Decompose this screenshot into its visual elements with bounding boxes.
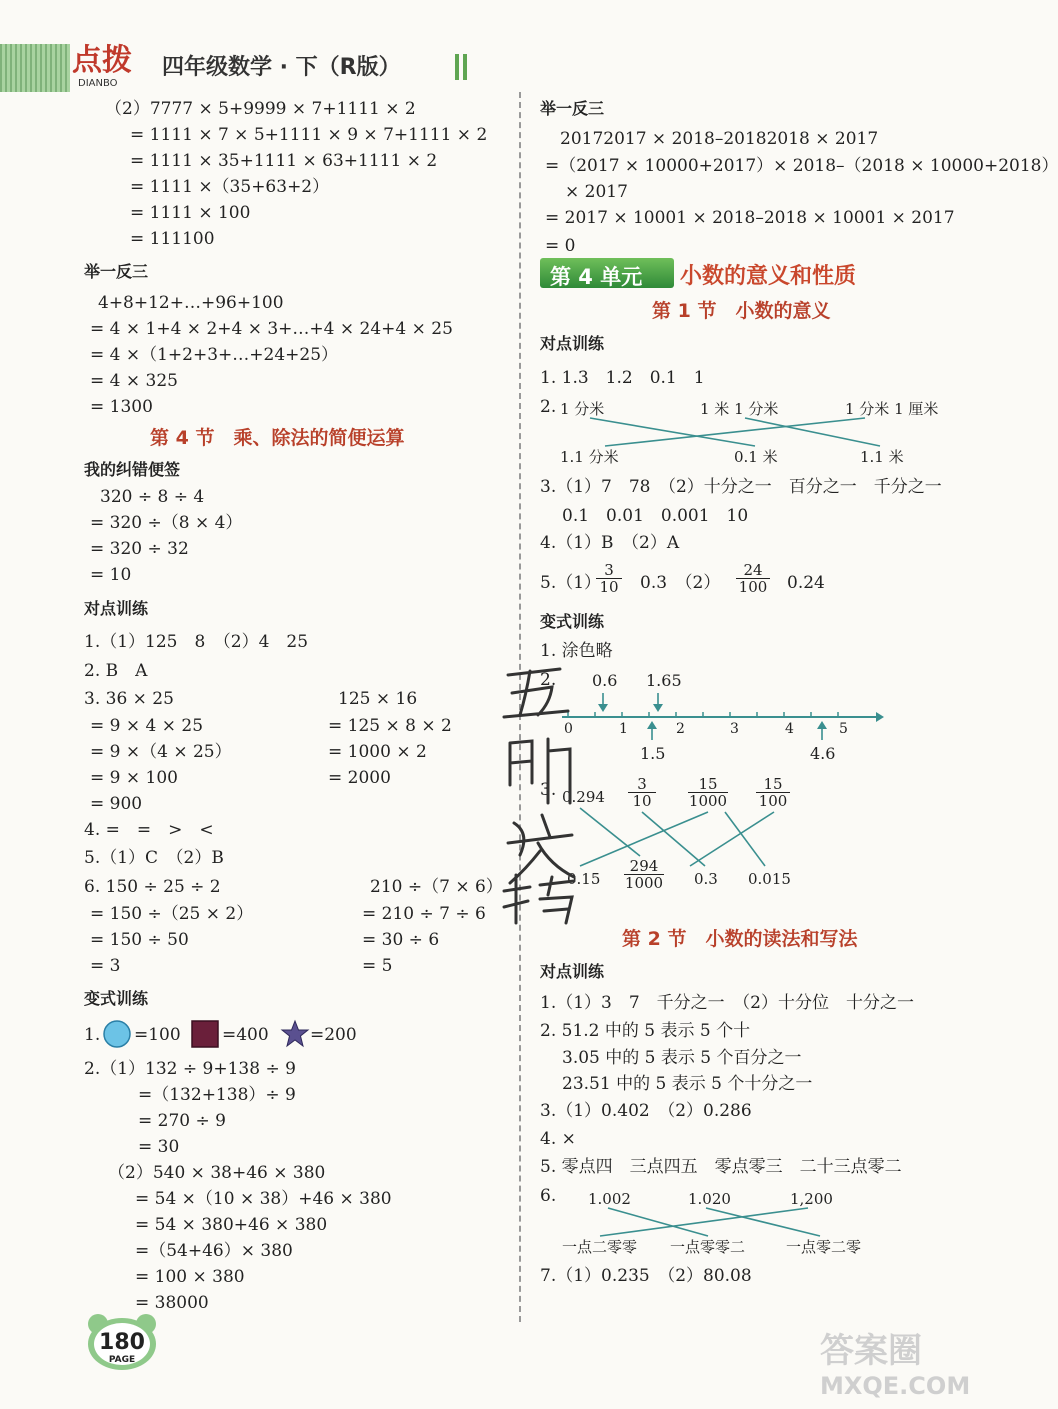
unit-title: 小数的意义和性质 bbox=[680, 264, 857, 289]
text-line: 6. bbox=[540, 1186, 557, 1206]
text-line: = 320 ÷ 32 bbox=[90, 539, 189, 559]
match-label: 1 分米 1 厘米 bbox=[845, 400, 939, 418]
section-heading: 第 2 节 小数的读法和写法 bbox=[622, 928, 858, 950]
text-line: 4. = = > < bbox=[84, 820, 214, 840]
match-label: 1.1 米 bbox=[860, 448, 904, 466]
fraction: $\frac{3}{10}$ bbox=[596, 562, 622, 595]
text-line: = 9 × 4 × 25 bbox=[90, 716, 204, 736]
page-number: 180 bbox=[99, 1330, 145, 1355]
text-line: =（54+46）× 380 bbox=[135, 1241, 293, 1261]
text-line: = 210 ÷ 7 ÷ 6 bbox=[362, 904, 486, 924]
match-label: 1 分米 bbox=[560, 400, 605, 418]
page-number-badge bbox=[86, 1312, 158, 1372]
text-line: 6. 150 ÷ 25 ÷ 2 bbox=[84, 877, 221, 897]
text-line: 4. × bbox=[540, 1129, 576, 1149]
match-label: 一点零二零 bbox=[786, 1238, 862, 1256]
subheading: 对点训练 bbox=[540, 962, 605, 981]
match-label: 1.002 bbox=[588, 1190, 631, 1208]
page-label: PAGE bbox=[108, 1355, 136, 1365]
text-line: = 150 ÷ 50 bbox=[90, 930, 189, 950]
subheading: 举一反三 bbox=[84, 262, 149, 281]
subheading: 我的纠错便签 bbox=[84, 460, 181, 479]
text-line: （2）7777 × 5+9999 × 7+1111 × 2 bbox=[105, 99, 416, 119]
tick-label: 2 bbox=[676, 721, 685, 737]
text-line: 2. bbox=[540, 397, 557, 417]
text-line: = 320 ÷（8 × 4） bbox=[90, 513, 243, 533]
numberline-label: 0.6 bbox=[592, 671, 618, 690]
text-line: =（2017 × 10000+2017）× 2018–（2018 × 10000+2018） bbox=[545, 156, 1058, 176]
text-line: = 1111 × 7 × 5+1111 × 9 × 7+1111 × 2 bbox=[130, 125, 488, 145]
text-line: =（132+138）÷ 9 bbox=[138, 1085, 296, 1105]
text-line: =100 bbox=[134, 1025, 181, 1045]
match-label: 一点零零二 bbox=[670, 1238, 746, 1256]
text-line: = 111100 bbox=[130, 229, 215, 249]
fraction: $\frac{15}{1000}$ bbox=[688, 775, 728, 810]
text-line: 0.1 0.01 0.001 10 bbox=[562, 506, 749, 526]
match-label: 一点二零零 bbox=[562, 1238, 638, 1256]
text-line: =200 bbox=[310, 1025, 357, 1045]
section-heading: 第 4 节 乘、除法的简便运算 bbox=[150, 427, 405, 449]
match-label: 0.294 bbox=[562, 788, 605, 806]
text-line: = 38000 bbox=[135, 1293, 209, 1313]
text-line: 125 × 16 bbox=[338, 689, 418, 709]
text-line: = 2000 bbox=[328, 768, 391, 788]
text-line: = 10 bbox=[90, 565, 132, 585]
text-line: = 100 × 380 bbox=[135, 1267, 245, 1287]
svg-text:答案圈: 答案圈 bbox=[820, 1331, 922, 1371]
text-line: 23.51 中的 5 表示 5 个十分之一 bbox=[562, 1074, 813, 1094]
unit-tag: 第 4 单元 bbox=[550, 265, 643, 289]
text-line: = 30 ÷ 6 bbox=[362, 930, 440, 950]
text-line: = 1111 × 35+1111 × 63+1111 × 2 bbox=[130, 151, 438, 171]
numberline-label: 4.6 bbox=[810, 744, 836, 763]
text-line: 1.（1）125 8 （2）4 25 bbox=[84, 632, 309, 652]
text-line: 3. 36 × 25 bbox=[84, 689, 174, 709]
text-line: 2. B A bbox=[84, 661, 148, 681]
subheading: 举一反三 bbox=[540, 99, 605, 118]
numberline-label: 1.5 bbox=[640, 744, 666, 763]
text-line: =400 bbox=[222, 1025, 269, 1045]
section-heading: 第 1 节 小数的意义 bbox=[652, 300, 831, 322]
fraction: $\frac{3}{10}$ bbox=[628, 776, 656, 809]
logo-sub: DIANBO bbox=[78, 78, 118, 89]
text-line: 210 ÷（7 × 6） bbox=[370, 877, 503, 897]
text-line: 4.（1）B （2）A bbox=[540, 533, 680, 553]
subheading: 变式训练 bbox=[84, 989, 149, 1008]
text-line: 3.05 中的 5 表示 5 个百分之一 bbox=[562, 1048, 802, 1068]
match-label: 1.020 bbox=[688, 1190, 731, 1208]
text-line: = 4 × 325 bbox=[90, 371, 178, 391]
text-line: = 1111 ×（35+63+2） bbox=[130, 177, 330, 197]
match-label: 1 米 1 分米 bbox=[700, 400, 779, 418]
text-line: = 9 × 100 bbox=[90, 768, 178, 788]
tick-label: 0 bbox=[564, 721, 573, 737]
text-line: 320 ÷ 8 ÷ 4 bbox=[100, 487, 205, 507]
tick-label: 1 bbox=[619, 721, 628, 737]
text-line: = 9 ×（4 × 25） bbox=[90, 742, 232, 762]
text-line: 5.（1）C （2）B bbox=[84, 848, 224, 868]
match-label: 0.3 bbox=[694, 870, 718, 888]
text-line: = 5 bbox=[362, 956, 393, 976]
numberline-label: 1.65 bbox=[646, 671, 682, 690]
text-line: = 1000 × 2 bbox=[328, 742, 427, 762]
text-line: 2. 51.2 中的 5 表示 5 个十 bbox=[540, 1021, 751, 1041]
text-line: 1. 1.3 1.2 0.1 1 bbox=[540, 368, 705, 388]
subheading: 变式训练 bbox=[540, 612, 605, 631]
text-line: （2）540 × 38+46 × 380 bbox=[108, 1163, 326, 1183]
match-label: 1.1 分米 bbox=[560, 448, 619, 466]
tick-label: 4 bbox=[785, 721, 794, 737]
text-line: = 2017 × 10001 × 2018–2018 × 10001 × 2017 bbox=[545, 208, 955, 228]
text-line: 1. 涂色略 bbox=[540, 641, 613, 661]
match-label: 0.1 米 bbox=[734, 448, 778, 466]
text-line: = 54 ×（10 × 38）+46 × 380 bbox=[135, 1189, 392, 1209]
text-line: 1. bbox=[84, 1025, 101, 1045]
text-line: = 4 ×（1+2+3+…+24+25） bbox=[90, 345, 339, 365]
svg-text:MXQE.COM: MXQE.COM bbox=[820, 1372, 971, 1400]
text-line: = 150 ÷（25 × 2） bbox=[90, 904, 254, 924]
text-line: = 0 bbox=[545, 236, 576, 256]
text-line: 5. 零点四 三点四五 零点零三 二十三点零二 bbox=[540, 1157, 902, 1177]
match-label: 0.015 bbox=[748, 870, 791, 888]
match-label: 0.15 bbox=[567, 870, 601, 888]
text-line: = 4 × 1+4 × 2+4 × 3+…+4 × 24+4 × 25 bbox=[90, 319, 453, 339]
text-line: = 30 bbox=[138, 1137, 180, 1157]
tick-label: 5 bbox=[839, 721, 848, 737]
text-line: 0.24 bbox=[787, 573, 825, 593]
fraction: $\frac{294}{1000}$ bbox=[624, 857, 664, 892]
text-line: 0.3 （2） bbox=[640, 573, 721, 593]
text-line: 2.（1）132 ÷ 9+138 ÷ 9 bbox=[84, 1059, 296, 1079]
text-line: 20172017 × 2018–20182018 × 2017 bbox=[560, 129, 879, 149]
logo-text: 点拨 bbox=[72, 43, 132, 78]
fraction: $\frac{24}{100}$ bbox=[736, 562, 770, 595]
text-line: 1.（1）3 7 千分之一 （2）十分位 十分之一 bbox=[540, 993, 914, 1013]
text-line: 4+8+12+…+96+100 bbox=[98, 293, 284, 313]
tick-label: 3 bbox=[730, 721, 739, 737]
text-line: = 3 bbox=[90, 956, 121, 976]
text-line: = 125 × 8 × 2 bbox=[328, 716, 452, 736]
text-line: 3.（1）0.402 （2）0.286 bbox=[540, 1101, 752, 1121]
subheading: 对点训练 bbox=[84, 599, 149, 618]
text-line: = 54 × 380+46 × 380 bbox=[135, 1215, 328, 1235]
text-line: 3.（1）7 78 （2）十分之一 百分之一 千分之一 bbox=[540, 477, 942, 497]
text-line: = 1111 × 100 bbox=[130, 203, 251, 223]
text-line: = 900 bbox=[90, 794, 143, 814]
fraction: $\frac{15}{100}$ bbox=[756, 776, 790, 809]
watermark-logo bbox=[818, 1322, 978, 1402]
text-line: 7.（1）0.235 （2）80.08 bbox=[540, 1266, 752, 1286]
match-label: 1,200 bbox=[790, 1190, 833, 1208]
text-line: × 2017 bbox=[565, 182, 628, 202]
text-line: 3. bbox=[540, 780, 557, 800]
subheading: 对点训练 bbox=[540, 334, 605, 353]
header-title: 四年级数学 · 下（R版） bbox=[162, 55, 401, 80]
text-line: 2. bbox=[540, 670, 557, 690]
text-line: = 270 ÷ 9 bbox=[138, 1111, 226, 1131]
text-line: 5.（1） bbox=[540, 573, 602, 593]
text-line: = 1300 bbox=[90, 397, 153, 417]
